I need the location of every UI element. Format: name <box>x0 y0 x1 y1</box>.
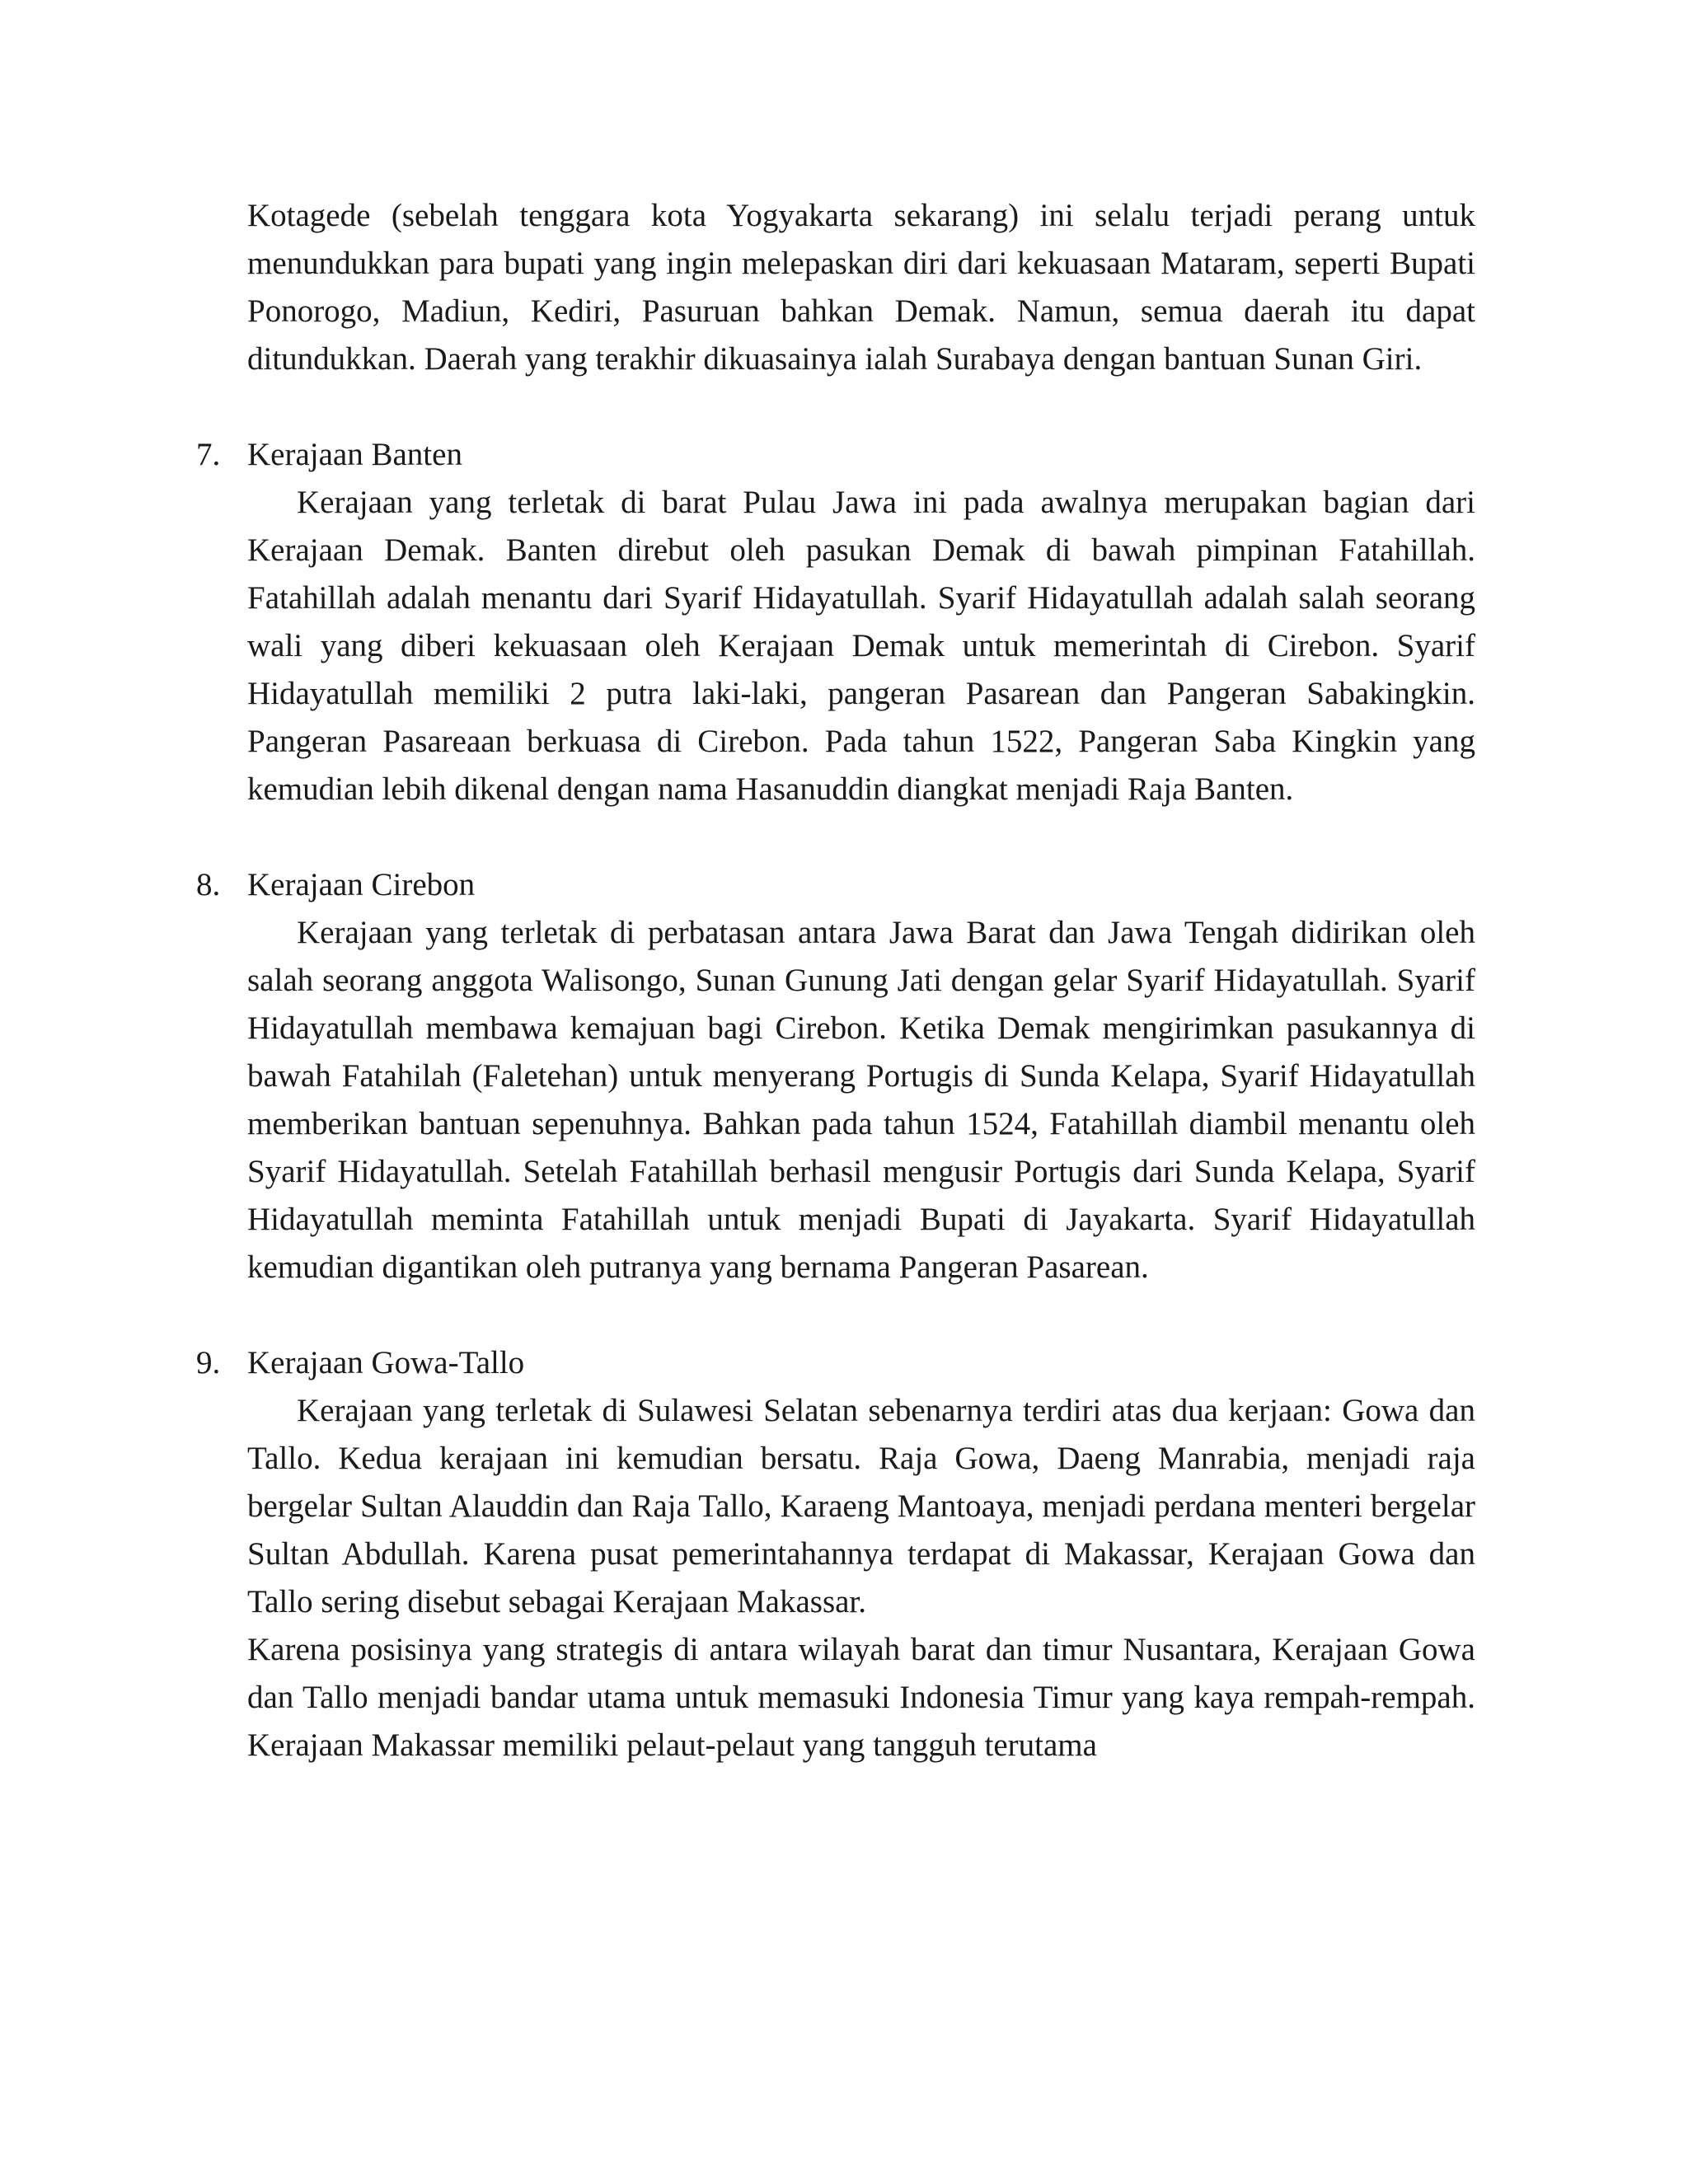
section-paragraph: Karena posisinya yang strategis di antara wilayah barat dan timur Nusantara, Kerajaan Gowa dan Tallo menjadi bandar utama untuk memasuki Indonesia Timur yang kaya rempah-rempah. Kerajaan Makassar memiliki pelaut-pelaut yang tangguh terutama <box>247 1632 1475 1763</box>
section-kerajaan-gowa-tallo <box>196 1339 1475 1769</box>
section-kerajaan-banten <box>196 431 1475 813</box>
section-paragraph: Kerajaan yang terletak di Sulawesi Selatan sebenarnya terdiri atas dua kerjaan: Gowa dan Tallo. Kedua kerajaan ini kemudian bersatu. Raja Gowa, Daeng Manrabia, menjadi raja bergelar Sultan Alauddin dan Raja Tallo, Karaeng Mantoaya, menjadi perdana menteri bergelar Sultan Abdullah. Karena pusat pemerintahannya terdapat di Makassar, Kerajaan Gowa dan Tallo sering disebut sebagai Kerajaan Makassar. <box>247 1393 1475 1619</box>
section-title: Kerajaan Banten <box>247 437 462 472</box>
section-kerajaan-cirebon <box>196 861 1475 1291</box>
intro-paragraph: Kotagede (sebelah tenggara kota Yogyakarta sekarang) ini selalu terjadi perang untuk menundukkan para bupati yang ingin melepaskan diri dari kekuasaan Mataram, seperti Bupati Ponorogo, Madiun, Kediri, Pasuruan bahkan Demak. Namun, semua daerah itu dapat ditundukkan. Daerah yang terakhir dikuasainya ialah Surabaya dengan bantuan Sunan Giri. <box>247 198 1475 377</box>
section-number: 9. <box>196 1345 221 1380</box>
section-heading <box>196 861 1475 909</box>
section-title: Kerajaan Gowa-Tallo <box>247 1345 525 1380</box>
section-heading <box>196 1339 1475 1387</box>
section-paragraph: Kerajaan yang terletak di barat Pulau Jawa ini pada awalnya merupakan bagian dari Kerajaan Demak. Banten direbut oleh pasukan Demak di bawah pimpinan Fatahillah. Fatahillah adalah menantu dari Syarif Hidayatullah. Syarif Hidayatullah adalah salah seorang wali yang diberi kekuasaan oleh Kerajaan Demak untuk memerintah di Cirebon. Syarif Hidayatullah memiliki 2 putra laki-laki, pangeran Pasarean dan Pangeran Sabakingkin. Pangeran Pasareaan berkuasa di Cirebon. Pada tahun 1522, Pangeran Saba Kingkin yang kemudian lebih dikenal dengan nama Hasanuddin diangkat menjadi Raja Banten. <box>247 485 1475 807</box>
section-number: 7. <box>196 437 221 472</box>
section-number: 8. <box>196 867 221 902</box>
page-content <box>196 192 1475 1769</box>
section-heading <box>196 431 1475 479</box>
section-title: Kerajaan Cirebon <box>247 867 476 902</box>
section-paragraph: Kerajaan yang terletak di perbatasan antara Jawa Barat dan Jawa Tengah didirikan oleh salah seorang anggota Walisongo, Sunan Gunung Jati dengan gelar Syarif Hidayatullah. Syarif Hidayatullah membawa kemajuan bagi Cirebon. Ketika Demak mengirimkan pasukannya di bawah Fatahilah (Faletehan) untuk menyerang Portugis di Sunda Kelapa, Syarif Hidayatullah memberikan bantuan sepenuhnya. Bahkan pada tahun 1524, Fatahillah diambil menantu oleh Syarif Hidayatullah. Setelah Fatahillah berhasil mengusir Portugis dari Sunda Kelapa, Syarif Hidayatullah meminta Fatahillah untuk menjadi Bupati di Jayakarta. Syarif Hidayatullah kemudian digantikan oleh putranya yang bernama Pangeran Pasarean. <box>247 915 1475 1285</box>
